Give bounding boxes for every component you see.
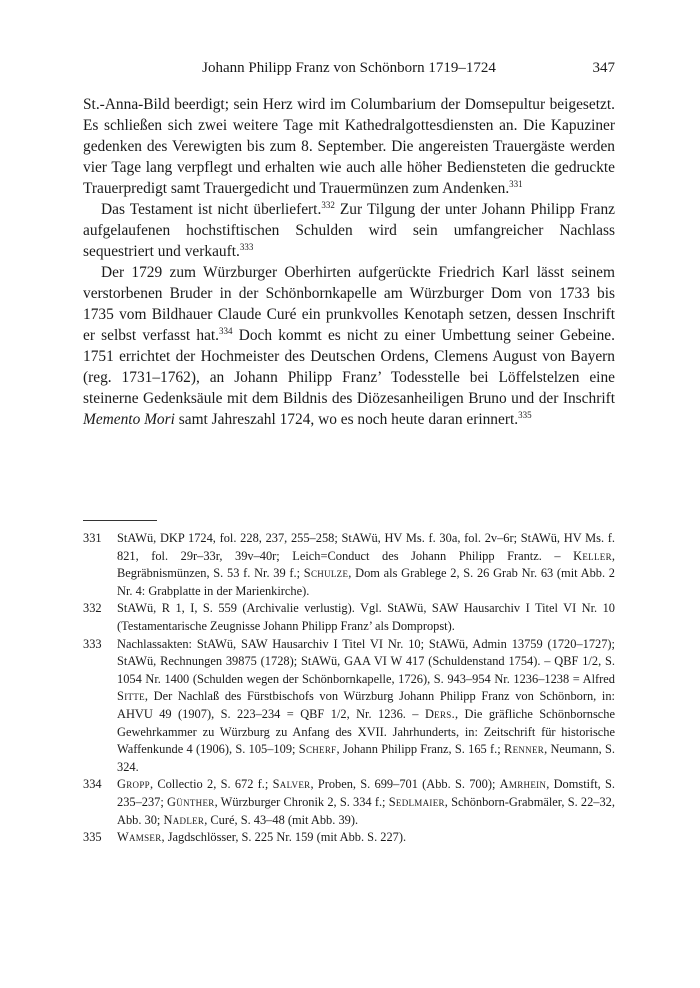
footnote-text: Nachlassakten: StAWü, SAW Hausarchiv I Titel VI Nr. 10; StAWü, Admin 13759 (1720–1727); StAWü, Rechnungen 39875 (1728); StAWü, GAA VI W 417 (Schuldenstand 1754). – QBF 1/2, S. 1054 Nr. 1400 (Schulden wegen der Schönbornkapelle, 1726), S. 943–954 Nr. 1236–1238 = Alfred	[117, 636, 615, 686]
footnote-text: StAWü, DKP 1724, fol. 228, 237, 255–258; StAWü, HV Ms. f. 30a, fol. 2v–6r; StAWü, HV Ms. f. 821, fol. 29r–33r, 39v–40r; Leich=Conduct des Johann Philipp Frantz. –	[117, 531, 615, 563]
paragraph-1	[83, 94, 615, 199]
footnote-ref: 335	[518, 410, 532, 420]
footnote-separator	[83, 520, 157, 521]
footnote-text: , Curé, S. 43–48 (mit Abb. 39).	[204, 812, 359, 827]
footnote-333	[83, 636, 615, 777]
footnote-text: , Der Nachlaß des Fürstbischofs von Würzburg Johann Philipp Franz von Schönborn, in: AHVU 49 (1907), S. 223–234 = QBF 1/2, Nr. 1236. –	[117, 689, 615, 721]
footnote-text: StAWü, R 1, I, S. 559 (Archivalie verlustig). Vgl. StAWü, SAW Hausarchiv I Titel VI Nr. 10 (Testamentarische Zeugnisse Johann Philipp Franz’ als Dompropst).	[117, 601, 615, 633]
paragraph-text: Zur Tilgung der unter Johann Philipp Franz aufgelaufenen hochstiftischen Schulden wird sein umfangreicher Nachlass sequestriert und verkauft.	[83, 201, 615, 260]
footnote-number: 335	[83, 830, 102, 845]
footnote-ref: 334	[219, 326, 233, 336]
paragraph-text: Doch kommt es nicht zu einer Umbettung seiner Gebeine. 1751 errichtet der Hochmeister des Deutschen Ordens, Clemens August von Bayern (reg. 1731–1762), an Johann Philipp Franz’ Todesstelle bei Löffelstelzen eine steinerne Gedenksäule mit dem Bildnis des Diözesanheiligen Bruno und der Inschrift	[83, 327, 615, 407]
footnote-text: , Begräbnismünzen, S. 53 f. Nr. 39 f.;	[117, 548, 615, 581]
author-name: Renner	[504, 742, 545, 757]
author-name: Nadler	[163, 812, 205, 827]
footnote-text: , Neumann, S. 324.	[117, 742, 615, 774]
footnote-text: , Domstift, S. 235–237;	[117, 777, 615, 809]
footnote-ref: 333	[239, 242, 254, 252]
author-name: Ders.	[424, 706, 455, 721]
author-name: Wamser	[117, 830, 162, 845]
footnote-text: , Collectio 2, S. 672 f.;	[149, 777, 273, 792]
paragraph-2	[83, 199, 615, 262]
author-name: Amrhein	[499, 777, 547, 792]
author-name: Sitte	[117, 689, 145, 704]
author-name: Scherf	[298, 742, 337, 757]
paragraph-text: samt Jahreszahl 1724, wo es noch heute daran erinnert.	[174, 411, 519, 428]
author-name: Gropp	[117, 777, 150, 792]
footnote-number: 332	[83, 601, 102, 616]
footnotes	[83, 530, 615, 847]
author-name: Günther	[167, 794, 215, 809]
author-name: Salver	[272, 777, 311, 792]
running-header	[83, 60, 615, 84]
footnote-number: 333	[83, 636, 102, 651]
footnote-ref: 331	[509, 179, 523, 189]
paragraph-text: Das Testament ist nicht überliefert.	[101, 201, 322, 218]
footnote-text: , Die gräfliche Schönbornsche Gewehrkammer zu Würzburg zu Anfang des XVII. Jahrhunderts, in: Zeitschrift für historische Waffenkunde 4 (1906), S. 105–109;	[117, 706, 615, 757]
paragraph-3	[83, 262, 615, 430]
paragraph-text: St.-Anna-Bild beerdigt; sein Herz wird im Columbarium der Domsepultur beigesetzt. Es schließen sich zwei weitere Tage mit Kathedralgottesdiensten an. Die Kapuziner gedenken des Verewigten bis zum 8. September. Die angereisten Trauergäste werden vier Tage lang verpflegt und erhalten wie auch alle höher Bediensteten die gedruckte Trauerpredigt samt Trauergedicht und Trauermünzen zum Andenken.	[83, 96, 615, 197]
author-name: Sedlmaier	[388, 794, 445, 809]
footnote-332	[83, 600, 615, 635]
footnote-331	[83, 530, 615, 600]
footnote-text: , Würzburger Chronik 2, S. 334 f.;	[214, 794, 389, 809]
footnote-text: , Schönborn-Grabmäler, S. 22–32, Abb. 30;	[117, 794, 615, 827]
author-name: Keller	[573, 548, 612, 563]
running-title: Johann Philipp Franz von Schönborn 1719–1724	[202, 60, 496, 76]
footnote-text: , Proben, S. 699–701 (Abb. S. 700);	[310, 777, 500, 792]
footnote-number: 331	[83, 531, 102, 545]
page-number: 347	[592, 60, 615, 76]
footnote-ref: 332	[321, 200, 335, 210]
footnote-text: , Johann Philipp Franz, S. 165 f.;	[336, 742, 504, 757]
paragraph-text: Der 1729 zum Würzburger Oberhirten aufgerückte Friedrich Karl lässt seinem verstorbenen Bruder in der Schönbornkapelle am Würzburger Dom von 1733 bis 1735 vom Bildhauer Claude Curé ein prunkvolles Kenotaph setzen, dessen Inschrift er selbst verfasst hat.	[83, 264, 615, 344]
inscription-text: Memento Mori	[83, 411, 175, 428]
main-text	[83, 94, 615, 430]
footnote-334	[83, 776, 615, 829]
footnote-number: 334	[83, 777, 102, 792]
footnote-text: , Dom als Grablege 2, S. 26 Grab Nr. 63 (mit Abb. 2 Nr. 4: Grabplatte in der Marienkirche).	[117, 566, 615, 598]
footnote-335	[83, 829, 615, 847]
author-name: Schulze	[303, 566, 349, 581]
footnote-text: , Jagdschlösser, S. 225 Nr. 159 (mit Abb. S. 227).	[161, 830, 407, 845]
